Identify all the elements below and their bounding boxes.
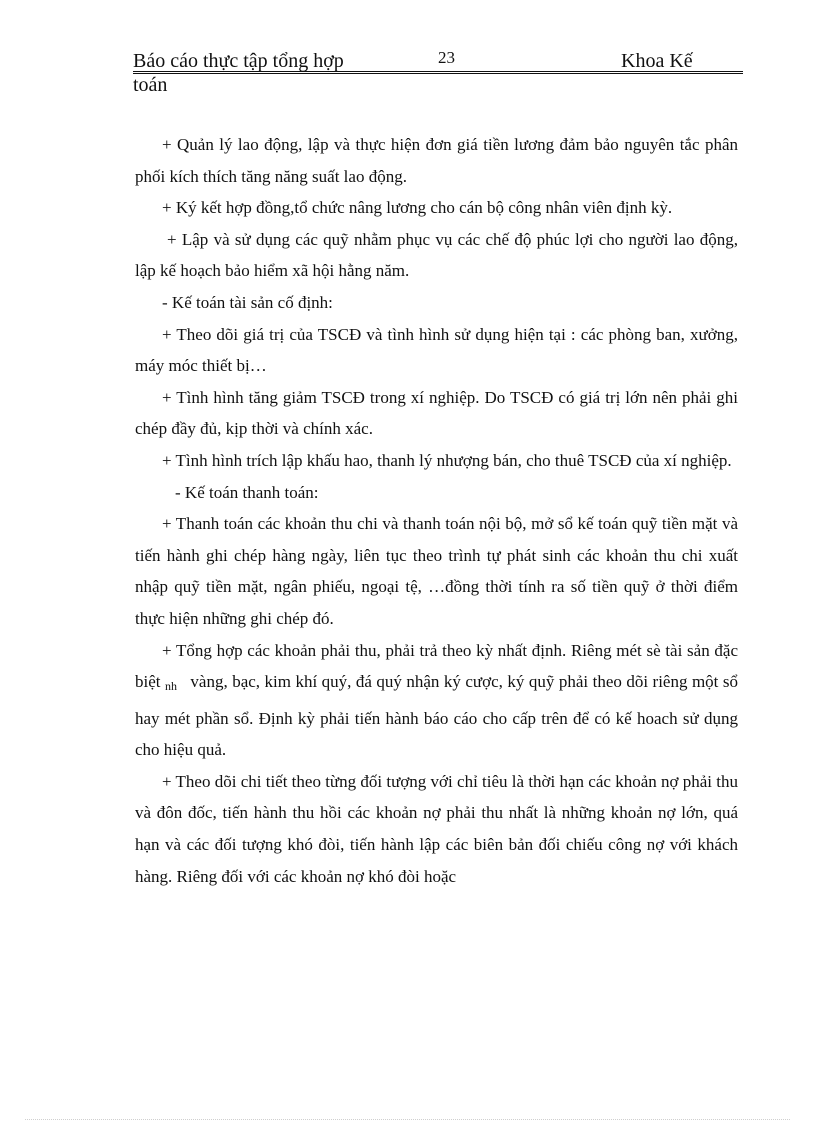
heading-fixed-assets: - Kế toán tài sản cố định: (162, 292, 333, 312)
department-name: Khoa Kế (621, 50, 693, 72)
heading-payments: - Kế toán thanh toán: (175, 482, 319, 502)
paragraph-cash-payments: + Thanh toán các khoản thu chi và thanh toán nội bộ, mở sổ kế toán quỹ tiền mặt và tiến hành ghi chép hàng ngày, liên tục theo trình tự phát sinh các khoản thu chi xuất nhập quỹ tiền mặt, ngân phiếu, ngoại tệ, …đồng thời tính ra số tiền quỹ ở thời điểm thực hiện những ghi chép đó. (135, 514, 738, 628)
page-number: 23 (438, 48, 455, 67)
paragraph-asset-tracking: + Theo dõi giá trị của TSCĐ và tình hình sử dụng hiện tại : các phòng ban, xưởng, máy móc thiết bị… (135, 324, 738, 376)
header-divider (133, 71, 743, 74)
paragraph-debt-tracking: + Theo dõi chi tiết theo từng đối tượng với chỉ tiêu là thời hạn các khoản nợ phải thu và đôn đốc, tiến hành thu hồi các khoản nợ phải thu nhất là những khoản nợ lớn, quá hạn và các đối tượng khó đòi, tiến hành lập các biên bản đối chiếu công nợ với khách hàng. Riêng đối với các khoản nợ khó đòi hoặc (135, 771, 738, 886)
paragraph-funds: + Lập và sử dụng các quỹ nhằm phục vụ các chế độ phúc lợi cho người lao động, lập kế hoạch bảo hiểm xã hội hằng năm. (135, 229, 738, 281)
document-body (135, 129, 738, 892)
paragraph-receivables (135, 635, 738, 766)
report-title: Báo cáo thực tập tổng hợp (133, 50, 344, 72)
receivables-text-start: + Tổng hợp các khoản phải thu, phải trả theo kỳ nhất định. Riêng mét sè tài sản đặc biệt (135, 640, 738, 692)
paragraph-labor-management: + Quản lý lao động, lập và thực hiện đơn giá tiền lương đảm bảo nguyên tắc phân phối kích thích tăng năng suất lao động. (135, 135, 738, 186)
receivables-small-text: nh (164, 679, 177, 694)
paragraph-asset-changes: + Tình hình tăng giảm TSCĐ trong xí nghiệp. Do TSCĐ có giá trị lớn nên phải ghi chép đầy đủ, kịp thời và chính xác. (135, 387, 738, 439)
paragraph-contracts: + Ký kết hợp đồng,tổ chức nâng lương cho cán bộ công nhân viên định kỳ. (162, 198, 673, 218)
receivables-text-end: vàng, bạc, kim khí quý, đá quý nhận ký cược, ký quỹ phải theo dõi riêng một sổ hay mét phần sổ. Định kỳ phải tiến hành báo cáo cho cấp trên để có kế hoach sử dụng cho hiệu quả. (135, 672, 738, 760)
page-bottom-border (25, 1119, 790, 1120)
paragraph-depreciation: + Tình hình trích lập khấu hao, thanh lý nhượng bán, cho thuê TSCĐ của xí nghiệp. (162, 450, 732, 470)
department-name-continuation: toán (133, 74, 168, 96)
